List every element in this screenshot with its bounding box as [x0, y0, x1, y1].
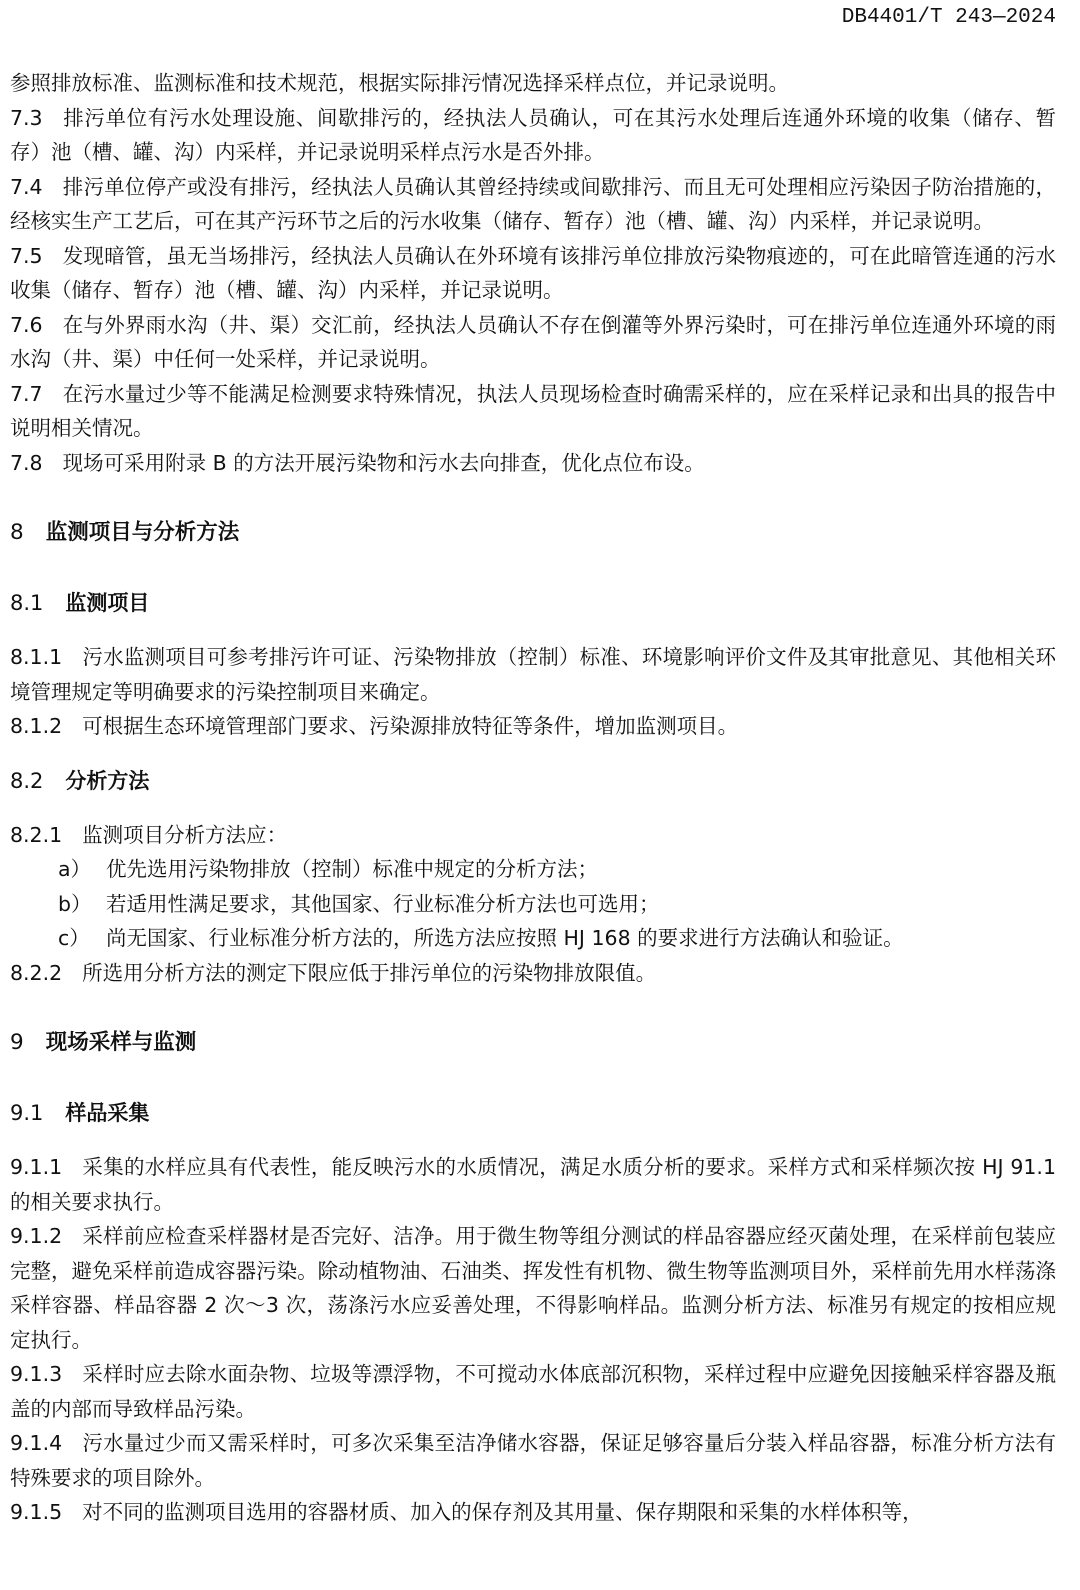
list-item-c: c） 尚无国家、行业标准分析方法的，所选方法应按照 HJ 168 的要求进行方法确认和验证。 [58, 926, 904, 950]
paragraph-9-1-1: 9.1.1 采集的水样应具有代表性，能反映污水的水质情况，满足水质分析的要求。采样方式和采样频次按 HJ 91.1 的相关要求执行。 [10, 1155, 1056, 1214]
paragraph-7-6: 7.6 在与外界雨水沟（井、渠）交汇前，经执法人员确认不存在倒灌等外界污染时，可在排污单位连通外环境的雨水沟（井、渠）中任何一处采样，并记录说明。 [10, 312, 1056, 371]
clause-number: 9.1.5 [10, 1500, 63, 1524]
subsection-heading-8-1: 8.1 监测项目 [10, 591, 150, 615]
clause-number: 9.1.4 [10, 1431, 63, 1455]
subsection-heading-8-2: 8.2 分析方法 [10, 768, 150, 793]
paragraph-7-8: 7.8 现场可采用附录 B 的方法开展污染物和污水去向排查，优化点位布设。 [10, 450, 705, 475]
paragraph-9-1-5: 9.1.5 对不同的监测项目选用的容器材质、加入的保存剂及其用量、保存期限和采集的水样体积等， [10, 1500, 923, 1524]
paragraph-8-1-2: 8.1.2 可根据生态环境管理部门要求、污染源排放特征等条件，增加监测项目。 [10, 714, 739, 738]
clause-number: 8.1.2 [10, 714, 63, 738]
paragraph-9-1-4: 9.1.4 污水量过少而又需采样时，可多次采集至洁净储水容器，保证足够容量后分装入样品容器，标准分析方法有特殊要求的项目除外。 [10, 1431, 1056, 1490]
clause-number: 8.1.1 [10, 645, 63, 669]
paragraph-8-1-1: 8.1.1 污水监测项目可参考排污许可证、污染物排放（控制）标准、环境影响评价文件及其审批意见、其他相关环境管理规定等明确要求的污染控制项目来确定。 [10, 645, 1056, 704]
list-item-b: b） 若适用性满足要求，其他国家、行业标准分析方法也可选用； [58, 891, 660, 916]
clause-number: 7.5 [10, 243, 43, 268]
clause-number: 7.3 [10, 105, 43, 130]
clause-number: 7.7 [10, 381, 43, 406]
document-body [10, 66, 1056, 1530]
subsection-heading-9-1: 9.1 样品采集 [10, 1101, 150, 1125]
paragraph-8-2-2: 8.2.2 所选用分析方法的测定下限应低于排污单位的污染物排放限值。 [10, 960, 657, 985]
clause-number: 8.2.2 [10, 960, 63, 985]
paragraph-7-4: 7.4 排污单位停产或没有排污，经执法人员确认其曾经持续或间歇排污、而且无可处理相应污染因子防治措施的，经核实生产工艺后，可在其产污环节之后的污水收集（储存、暂存）池（槽、罐、沟）内采样，并记录说明。 [10, 174, 1056, 233]
clause-number: 9.1.1 [10, 1155, 63, 1179]
clause-number: 7.4 [10, 174, 43, 199]
clause-number: 7.6 [10, 312, 43, 337]
section-heading-9: 9 现场采样与监测 [10, 1030, 197, 1055]
paragraph-8-2-1: 8.2.1 监测项目分析方法应： [10, 822, 288, 847]
clause-number: 9.1.2 [10, 1224, 63, 1248]
document-code: DB4401/T 243—2024 [841, 6, 1056, 29]
paragraph-9-1-3: 9.1.3 采样时应去除水面杂物、垃圾等漂浮物，不可搅动水体底部沉积物，采样过程中应避免因接触采样容器及瓶盖的内部而导致样品污染。 [10, 1362, 1056, 1421]
paragraph-7-3: 7.3 排污单位有污水处理设施、间歇排污的，经执法人员确认，可在其污水处理后连通外环境的收集（储存、暂存）池（槽、罐、沟）内采样，并记录说明采样点污水是否外排。 [10, 105, 1056, 164]
list-item-a: a） 优先选用污染物排放（控制）标准中规定的分析方法； [58, 857, 598, 881]
clause-number: 9.1.3 [10, 1362, 63, 1386]
paragraph-intro: 参照排放标准、监测标准和技术规范，根据实际排污情况选择采样点位，并记录说明。 [10, 71, 789, 95]
paragraph-7-5: 7.5 发现暗管，虽无当场排污，经执法人员确认在外环境有该排污单位排放污染物痕迹的，可在此暗管连通的污水收集（储存、暂存）池（槽、罐、沟）内采样，并记录说明。 [10, 243, 1056, 302]
clause-number: 7.8 [10, 450, 43, 475]
paragraph-9-1-2: 9.1.2 采样前应检查采样器材是否完好、洁净。用于微生物等组分测试的样品容器应经灭菌处理，在采样前包装应完整，避免采样前造成容器污染。除动植物油、石油类、挥发性有机物、微生物等监测项目外，采样前先用水样荡涤采样容器、样品容器 2 次～3 次，荡涤污水应妥善处理，不得影响样品。监测分析方法、标准另有规定的按相应规定执行。 [10, 1224, 1056, 1352]
paragraph-7-7: 7.7 在污水量过少等不能满足检测要求特殊情况，执法人员现场检查时确需采样的，应在采样记录和出具的报告中说明相关情况。 [10, 381, 1056, 440]
clause-number: 8.2.1 [10, 822, 63, 847]
section-heading-8: 8 监测项目与分析方法 [10, 520, 240, 545]
